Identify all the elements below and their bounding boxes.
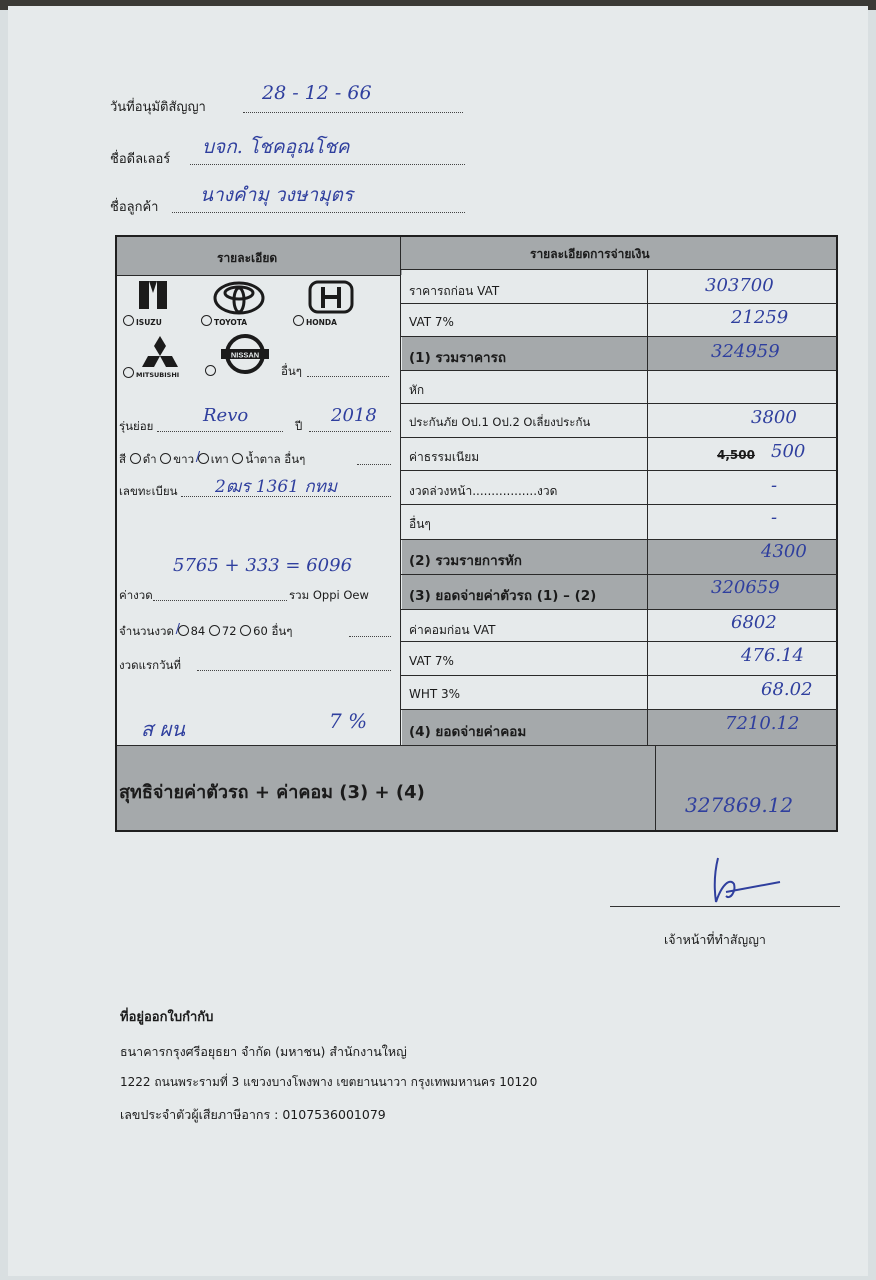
signature-line xyxy=(610,906,840,907)
toyota-label: TOYOTA xyxy=(214,318,248,327)
term-other-label: อื่นๆ xyxy=(271,624,293,638)
row-price-before-vat-value: 303700 xyxy=(705,275,774,296)
customer-field xyxy=(110,184,354,217)
footer-tax-id: เลขประจำตัวผู้เสียภาษีอากร : 0107536001079 xyxy=(120,1107,386,1122)
installment-total-label: รวม Oppi Oew xyxy=(289,588,369,602)
row-wht-label: WHT 3% xyxy=(409,687,461,701)
row-fee-struck-value: 4,500 xyxy=(717,448,755,462)
contract-date-label: วันที่อนุมัติสัญญา xyxy=(110,100,206,115)
mitsubishi-label: MITSUBISHI xyxy=(136,371,180,379)
signature-title: เจ้าหน้าที่ทำสัญญา xyxy=(664,932,766,947)
color-label: สี xyxy=(119,452,127,466)
term-72: 72 xyxy=(221,624,237,638)
color-grey: เทา xyxy=(210,452,229,466)
row-car-pay-value: 320659 xyxy=(711,577,780,598)
model-year-value: 2018 xyxy=(331,405,377,426)
note-left: ส ผน xyxy=(141,717,185,741)
term-count-label: จำนวนงวด xyxy=(119,624,174,638)
plate-value: 2ฒร 1361 กทม xyxy=(215,477,338,497)
honda-logo-icon xyxy=(307,279,355,315)
color-field: สี ดำ ขาว / เทา น้ำตาล อื่นๆ xyxy=(119,450,306,466)
row-fee-value: 500 xyxy=(771,441,806,462)
installment-label: ค่างวด xyxy=(119,588,153,602)
row-total-price-label: (1) รวมราคารถ xyxy=(409,350,507,366)
footer-company: ธนาคารกรุงศรีอยุธยา จำกัด (มหาชน) สำนักงานใหญ่ xyxy=(120,1044,407,1059)
term-count-field: จำนวนงวด / 84 72 60 อื่นๆ xyxy=(119,622,293,638)
mitsubishi-logo-icon xyxy=(139,335,181,369)
first-due-label: งวดแรกวันที่ xyxy=(119,658,181,672)
footer-address: 1222 ถนนพระรามที่ 3 แขวงบางโพงพาง เขตยานนาวา กรุงเทพมหานคร 10120 xyxy=(120,1075,538,1089)
honda-label: HONDA xyxy=(306,318,337,327)
toyota-logo-icon xyxy=(213,281,265,315)
row-wht-value: 68.02 xyxy=(761,679,813,700)
term-84: 84 xyxy=(190,624,206,638)
row-commission-vat-value: 476.14 xyxy=(741,645,804,666)
customer-value: นางคำมุ วงษามุตร xyxy=(200,184,354,206)
nissan-label: NISSAN xyxy=(230,350,260,360)
isuzu-label: ISUZU xyxy=(136,318,162,327)
row-commission-before-vat-label: ค่าคอมก่อน VAT xyxy=(409,623,496,637)
signature-mark xyxy=(700,854,790,910)
model-label: รุ่นย่อย xyxy=(119,419,154,433)
plate-label: เลขทะเบียน xyxy=(119,484,178,498)
right-header-title: รายละเอียดการจ่ายเงิน xyxy=(530,247,650,261)
term-60: 60 xyxy=(253,624,268,638)
row-other-label: อื่นๆ xyxy=(409,517,431,531)
left-header-title: รายละเอียด xyxy=(217,251,278,265)
left-header xyxy=(117,237,402,275)
color-brown: น้ำตาล xyxy=(245,452,281,466)
row-advance-value: - xyxy=(771,475,778,496)
net-value: 327869.12 xyxy=(685,793,794,817)
isuzu-logo-icon xyxy=(137,279,169,311)
color-white: ขาว xyxy=(173,452,195,466)
row-fee-label: ค่าธรรมเนียม xyxy=(409,450,480,464)
right-header xyxy=(402,237,836,269)
row-commission-vat-label: VAT 7% xyxy=(409,654,454,668)
row-deduct-total-label: (2) รวมรายการหัก xyxy=(409,553,522,569)
note-right: 7 % xyxy=(329,709,368,733)
nissan-logo-icon xyxy=(219,333,271,375)
dealer-field xyxy=(110,136,350,169)
honda-option xyxy=(293,315,337,327)
row-car-pay-label: (3) ยอดจ่ายค่าตัวรถ (1) – (2) xyxy=(409,588,597,604)
row-commission-total-value: 7210.12 xyxy=(725,713,800,734)
mitsubishi-option xyxy=(123,367,179,379)
contract-date-field xyxy=(110,82,372,117)
row-total-price-value: 324959 xyxy=(711,341,780,362)
row-insurance-label: ประกันภัย Oป.1 Oป.2 Oเลี่ยงประกัน xyxy=(409,415,591,429)
net-label: สุทธิจ่ายค่าตัวรถ + ค่าคอม (3) + (4) xyxy=(119,782,425,803)
footer-heading: ที่อยู่ออกใบกำกับ xyxy=(120,1010,214,1025)
row-other-value: - xyxy=(771,507,778,528)
model-year-label: ปี xyxy=(295,419,303,433)
color-other-label: อื่นๆ xyxy=(284,452,306,466)
payment-form xyxy=(115,235,838,832)
row-vat-label: VAT 7% xyxy=(409,315,454,329)
nissan-option xyxy=(205,365,218,377)
row-insurance-value: 3800 xyxy=(751,407,797,428)
row-price-before-vat-label: ราคารถก่อน VAT xyxy=(409,284,500,298)
other-brand-label: อื่นๆ xyxy=(281,364,302,378)
toyota-option xyxy=(201,315,247,327)
row-deduct-total-value: 4300 xyxy=(761,541,807,562)
row-commission-total-label: (4) ยอดจ่ายค่าคอม xyxy=(409,724,527,740)
isuzu-option xyxy=(123,315,162,327)
row-commission-before-vat-value: 6802 xyxy=(731,612,777,633)
contract-date-value: 28 - 12 - 66 xyxy=(262,82,372,104)
model-value: Revo xyxy=(203,405,249,426)
dealer-value: บจก. โชคอุณโชค xyxy=(202,136,350,158)
customer-label: ชื่อลูกค้า xyxy=(110,200,159,215)
color-black: ดำ xyxy=(142,452,157,466)
installment-value: 5765 + 333 = 6096 xyxy=(173,555,353,576)
row-deduct-label: หัก xyxy=(409,383,425,397)
row-vat-value: 21259 xyxy=(731,307,789,328)
row-advance-label: งวดล่วงหน้า.................งวด xyxy=(409,484,558,498)
dealer-label: ชื่อดีลเลอร์ xyxy=(110,152,171,167)
